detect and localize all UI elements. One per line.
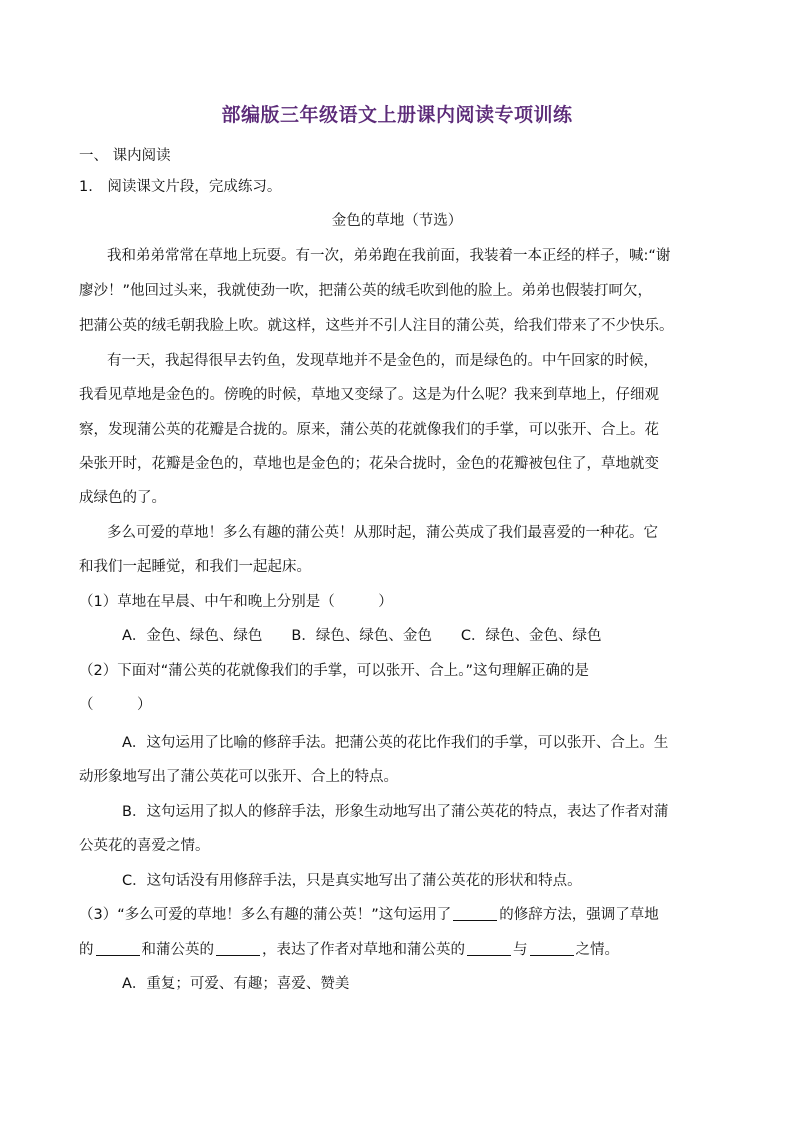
question-3-text: 的	[79, 942, 94, 958]
answer-blank[interactable]	[453, 906, 497, 921]
option-a-line: A．这句运用了比喻的修辞手法。把蒲公英的花比作我们的手掌，可以张开、合上。生	[122, 735, 669, 751]
section-heading: 一、 课内阅读	[79, 148, 171, 164]
passage-title: 金色的草地（节选）	[331, 213, 463, 229]
question-3-text: 与	[513, 942, 528, 958]
paragraph-line: 和我们一起睡觉，和我们一起起床。	[79, 559, 311, 575]
paragraph-line: 多么可爱的草地！多么有趣的蒲公英！从那时起，蒲公英成了我们最喜爱的一种花。它	[107, 525, 658, 541]
question-3-option-a: A．重复；可爱、有趣；喜爱、赞美	[122, 976, 350, 992]
answer-blank[interactable]	[530, 941, 574, 956]
paragraph-line: 廖沙！”他回过头来，我就使劲一吹，把蒲公英的绒毛吹到他的脸上。弟弟也假装打呵欠，	[79, 283, 653, 299]
question-3-text: 和蒲公英的	[141, 942, 214, 958]
paragraph-line: 成绿色的了。	[79, 490, 166, 506]
question-2: （2）下面对“蒲公英的花就像我们的手掌，可以张开、合上。”这句理解正确的是	[79, 663, 589, 679]
question-2-paren: （ ）	[79, 697, 152, 713]
paragraph-line: 朵张开时，花瓣是金色的，草地也是金色的；花朵合拢时，金色的花瓣被包住了，草地就变	[79, 456, 659, 472]
option-b-line: 公英花的喜爱之情。	[79, 838, 210, 854]
paragraph-line: 有一天，我起得很早去钓鱼，发现草地并不是金色的，而是绿色的。中午回家的时候，	[107, 353, 658, 369]
paragraph-line: 察，发现蒲公英的花瓣是合拢的。原来，蒲公英的花就像我们的手掌，可以张开、合上。花	[79, 422, 659, 438]
question-3-text: ，表达了作者对草地和蒲公英的	[262, 942, 465, 958]
answer-blank[interactable]	[467, 941, 511, 956]
page-title: 部编版三年级语文上册课内阅读专项训练	[221, 104, 573, 126]
answer-blank[interactable]	[96, 941, 140, 956]
paragraph-line: 我看见草地是金色的。傍晚的时候，草地又变绿了。这是为什么呢？我来到草地上，仔细观	[79, 387, 659, 403]
question-intro: 1. 阅读课文片段，完成练习。	[79, 179, 282, 195]
question-1-options: A．金色、绿色、绿色 B．绿色、绿色、金色 C．绿色、金色、绿色	[122, 628, 602, 644]
question-3-text: （3）“多么可爱的草地！多么有趣的蒲公英！”这句运用了	[79, 907, 452, 923]
question-3-line2	[79, 940, 619, 960]
paragraph-line: 我和弟弟常常在草地上玩耍。有一次，弟弟跑在我前面，我装着一本正经的样子，喊:“谢	[107, 248, 671, 264]
question-3-text: 之情。	[575, 942, 619, 958]
answer-blank[interactable]	[216, 941, 260, 956]
question-1: （1）草地在早晨、中午和晚上分别是（ ）	[79, 594, 393, 610]
paragraph-line: 把蒲公英的绒毛朝我脸上吹。就这样，这些并不引人注目的蒲公英，给我们带来了不少快乐。	[79, 318, 674, 334]
question-3-line1	[79, 905, 659, 925]
question-3-text: 的修辞方法，强调了草地	[499, 907, 659, 923]
option-c-line: C．这句话没有用修辞手法，只是真实地写出了蒲公英花的形状和特点。	[122, 873, 582, 889]
option-a-line: 动形象地写出了蒲公英花可以张开、合上的特点。	[79, 769, 398, 785]
option-b-line: B．这句运用了拟人的修辞手法，形象生动地写出了蒲公英花的特点，表达了作者对蒲	[122, 804, 669, 820]
